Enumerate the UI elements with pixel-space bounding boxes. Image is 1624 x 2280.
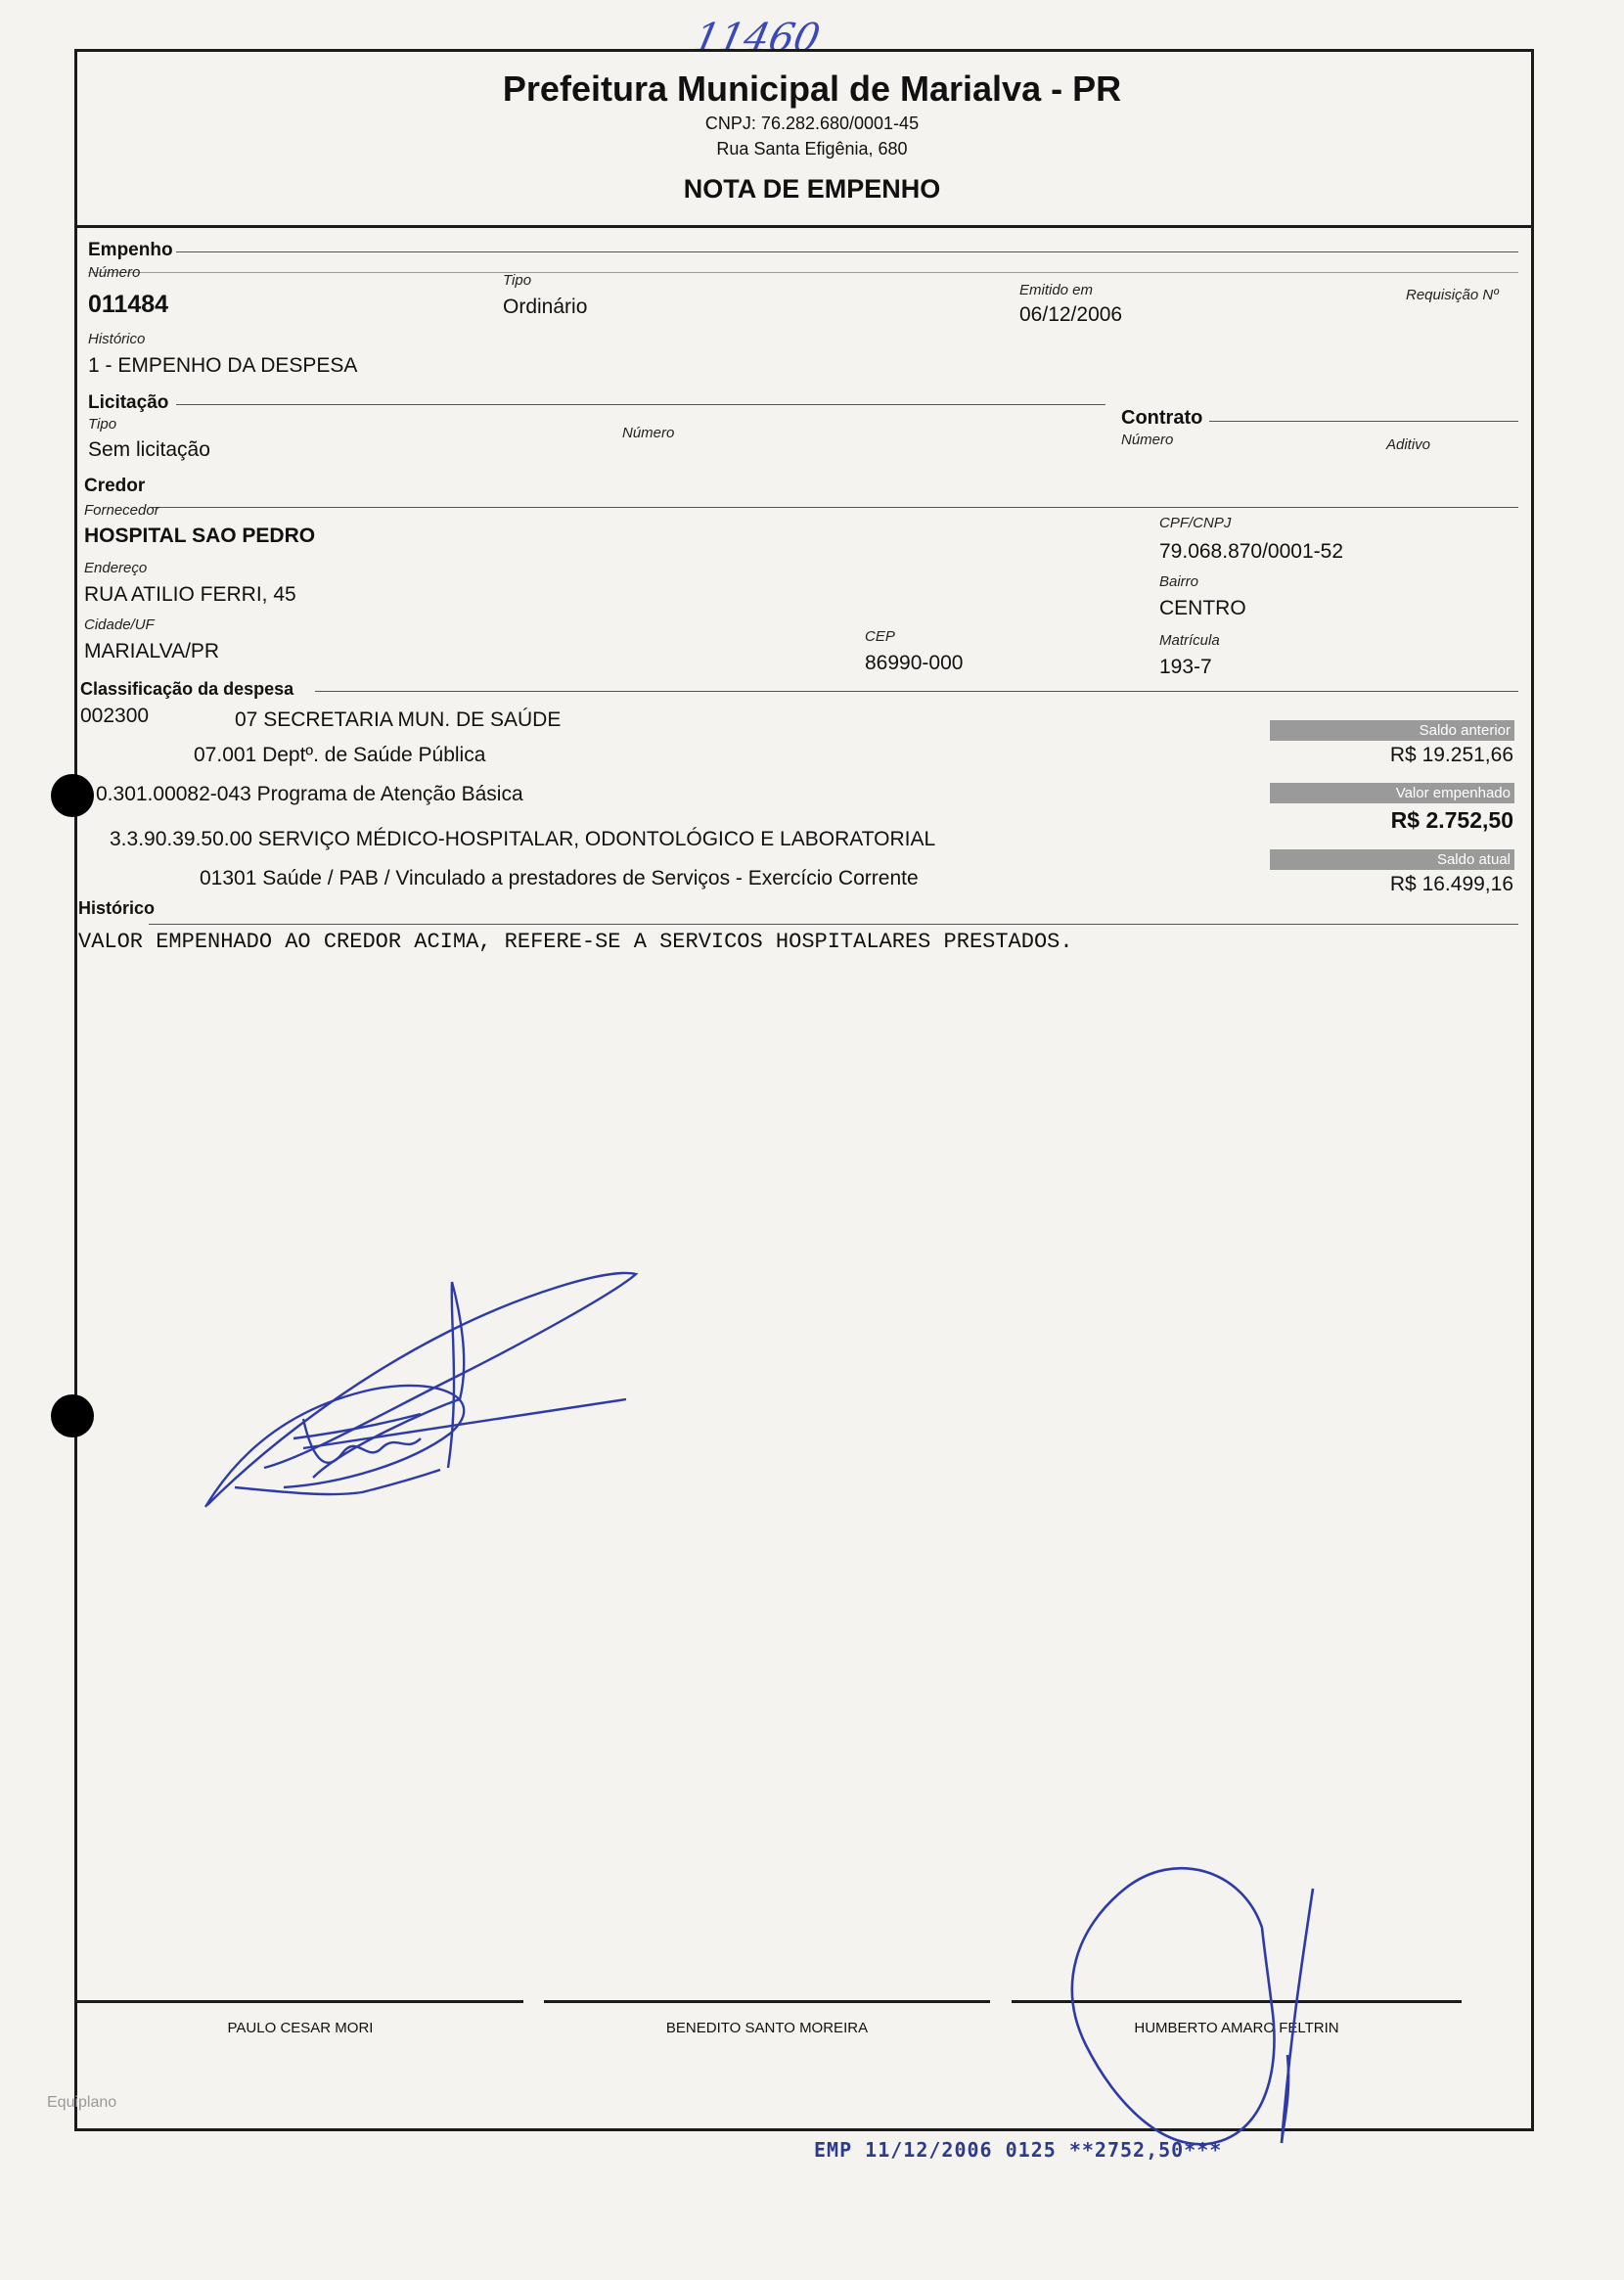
section-licitacao: Licitação: [88, 392, 169, 413]
signature-scribble: [196, 1253, 646, 1517]
tipo-label: Tipo: [503, 272, 532, 289]
signature-line: [544, 2000, 990, 2003]
historico-text: VALOR EMPENHADO AO CREDOR ACIMA, REFERE-SE A SERVICOS HOSPITALARES PRESTADOS.: [78, 930, 1073, 954]
bank-stamp: EMP 11/12/2006 0125 **2752,50***: [814, 2138, 1223, 2162]
credor-bairro: CENTRO: [1159, 597, 1246, 619]
section-rule: [149, 924, 1518, 925]
valor-empenhado-label: Valor empenhado: [1270, 783, 1514, 803]
header-address: Rua Santa Efigênia, 680: [716, 139, 908, 159]
document-title: NOTA DE EMPENHO: [683, 174, 941, 204]
matricula-label: Matrícula: [1159, 632, 1220, 649]
contrato-aditivo-label: Aditivo: [1386, 436, 1431, 453]
saldo-anterior-value: R$ 19.251,66: [1389, 744, 1513, 766]
credor-endereco: RUA ATILIO FERRI, 45: [84, 583, 296, 606]
fornecedor-label: Fornecedor: [84, 502, 159, 519]
valor-empenhado-value: R$ 2.752,50: [1390, 807, 1513, 833]
licitacao-numero-label: Número: [622, 425, 675, 441]
bairro-label: Bairro: [1159, 573, 1199, 590]
classificacao-elemento: 3.3.90.39.50.00 SERVIÇO MÉDICO-HOSPITALAR, ODONTOLÓGICO E LABORATORIAL: [110, 828, 936, 850]
section-rule: [176, 404, 1105, 405]
section-rule: [315, 691, 1518, 692]
credor-cep: 86990-000: [865, 652, 964, 674]
header-divider: [77, 225, 1531, 228]
empenho-numero: 011484: [88, 291, 169, 318]
section-empenho: Empenho: [88, 240, 173, 260]
credor-cpf: 79.068.870/0001-52: [1159, 540, 1344, 563]
signature-name-1: PAULO CESAR MORI: [227, 2020, 374, 2036]
empenho-historico: 1 - EMPENHO DA DESPESA: [88, 354, 358, 377]
emitido-label: Emitido em: [1019, 282, 1094, 298]
credor-cidade: MARIALVA/PR: [84, 640, 220, 662]
numero-label: Número: [88, 264, 141, 281]
section-contrato: Contrato: [1121, 407, 1203, 429]
endereco-label: Endereço: [84, 560, 148, 576]
saldo-atual-value: R$ 16.499,16: [1389, 873, 1513, 895]
classificacao-programa: 0.301.00082-043 Programa de Atenção Básica: [96, 783, 523, 805]
section-historico: Histórico: [78, 898, 156, 918]
requisicao-label: Requisição Nº: [1406, 287, 1499, 303]
section-rule: [88, 272, 1518, 273]
historico-label: Histórico: [88, 331, 146, 347]
classificacao-secretaria: 07 SECRETARIA MUN. DE SAÚDE: [235, 708, 562, 731]
empenho-tipo: Ordinário: [503, 296, 588, 318]
header-cnpj: CNPJ: 76.282.680/0001-45: [704, 114, 920, 133]
punch-hole: [51, 1394, 94, 1437]
punch-hole: [51, 774, 94, 817]
classificacao-code: 002300: [80, 705, 150, 727]
signature-loop: [1057, 1849, 1331, 2163]
page-title: Prefeitura Municipal de Marialva - PR: [502, 68, 1122, 109]
section-credor: Credor: [84, 476, 146, 496]
section-rule: [176, 251, 1518, 252]
cep-label: CEP: [865, 628, 895, 645]
handwritten-number: 11460: [690, 16, 825, 61]
cidade-label: Cidade/UF: [84, 616, 155, 633]
emitido-date: 06/12/2006: [1019, 303, 1123, 326]
licitacao-tipo: Sem licitação: [88, 438, 210, 461]
contrato-numero-label: Número: [1121, 432, 1174, 448]
saldo-anterior-label: Saldo anterior: [1270, 720, 1514, 741]
section-rule: [1209, 421, 1518, 422]
software-watermark: Equiplano: [47, 2094, 117, 2111]
cpf-label: CPF/CNPJ: [1159, 515, 1232, 531]
section-classificacao: Classificação da despesa: [80, 679, 294, 699]
saldo-atual-label: Saldo atual: [1270, 849, 1514, 870]
classificacao-fonte: 01301 Saúde / PAB / Vinculado a prestadores de Serviços - Exercício Corrente: [200, 867, 919, 889]
signature-line: [77, 2000, 523, 2003]
classificacao-departamento: 07.001 Deptº. de Saúde Pública: [194, 744, 486, 766]
credor-matricula: 193-7: [1159, 656, 1212, 678]
signature-name-3: HUMBERTO AMARO FELTRIN: [1134, 2020, 1339, 2036]
section-rule: [152, 507, 1518, 508]
credor-fornecedor: HOSPITAL SAO PEDRO: [84, 524, 316, 547]
signature-name-2: BENEDITO SANTO MOREIRA: [665, 2020, 869, 2036]
licitacao-tipo-label: Tipo: [88, 416, 117, 433]
